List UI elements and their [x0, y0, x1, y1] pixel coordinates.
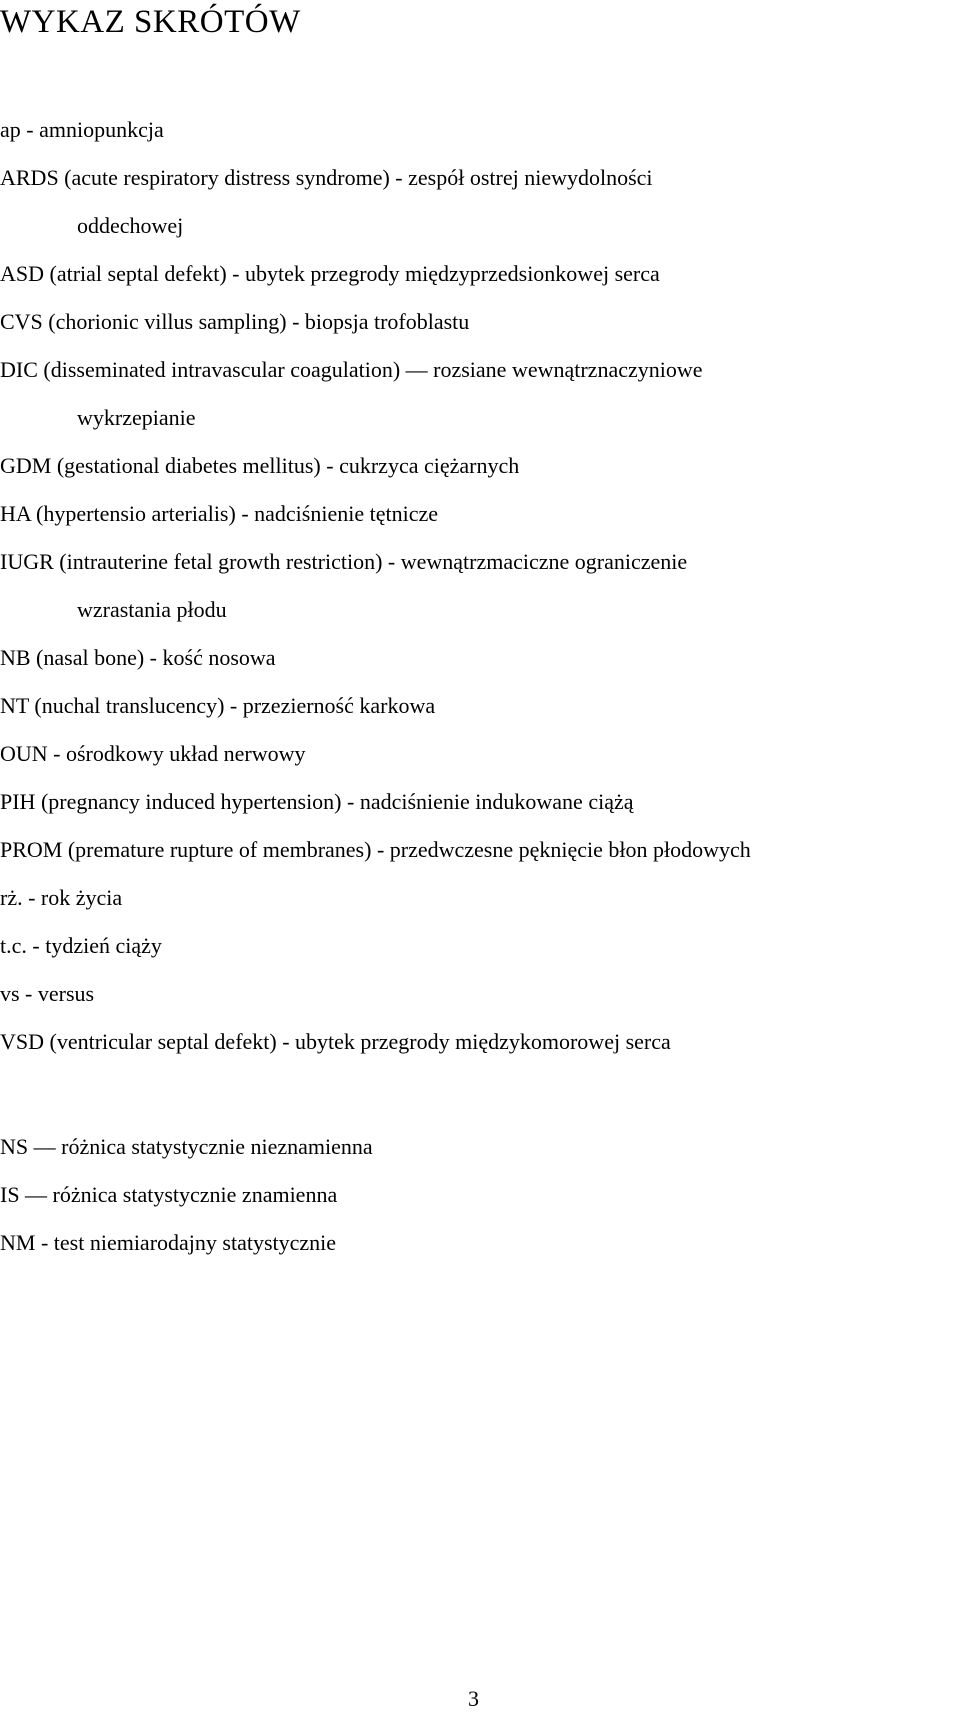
statistics-abbreviation-list: [0, 1123, 373, 1267]
abbreviation-list: [0, 106, 751, 1066]
abbreviation-continuation: oddechowej: [77, 213, 184, 238]
abbreviation-item: ap - amniopunkcja: [0, 117, 164, 142]
abbreviation-item: NB (nasal bone) - kość nosowa: [0, 645, 276, 670]
abbreviation-item: ASD (atrial septal defekt) - ubytek przegrody międzyprzedsionkowej serca: [0, 261, 660, 286]
abbreviation-item: OUN - ośrodkowy układ nerwowy: [0, 741, 306, 766]
abbreviation-item: IUGR (intrauterine fetal growth restriction) - wewnątrzmaciczne ograniczenie: [0, 549, 688, 574]
abbreviation-item: t.c. - tydzień ciąży: [0, 933, 162, 958]
abbreviation-continuation: wykrzepianie: [77, 405, 196, 430]
abbreviation-item: CVS (chorionic villus sampling) - biopsja trofoblastu: [0, 309, 470, 334]
abbreviation-item: DIC (disseminated intravascular coagulation) — rozsiane wewnątrznaczyniowe: [0, 357, 703, 382]
statistics-item: IS — różnica statystycznie znamienna: [0, 1182, 338, 1207]
abbreviation-item: rż. - rok życia: [0, 885, 123, 910]
statistics-item: NS — różnica statystycznie nieznamienna: [0, 1134, 373, 1159]
abbreviation-item: NT (nuchal translucency) - przezierność karkowa: [0, 693, 436, 718]
abbreviation-continuation: wzrastania płodu: [77, 597, 227, 622]
page-title: WYKAZ SKRÓTÓW: [0, 4, 301, 40]
abbreviation-item: vs - versus: [0, 981, 95, 1006]
abbreviation-item: VSD (ventricular septal defekt) - ubytek przegrody międzykomorowej serca: [0, 1029, 671, 1054]
abbreviation-item: PROM (premature rupture of membranes) - przedwczesne pęknięcie błon płodowych: [0, 837, 751, 862]
abbreviation-item: HA (hypertensio arterialis) - nadciśnienie tętnicze: [0, 501, 438, 526]
page-number: 3: [468, 1686, 479, 1711]
abbreviation-item: ARDS (acute respiratory distress syndrome) - zespół ostrej niewydolności: [0, 165, 653, 190]
abbreviation-item: PIH (pregnancy induced hypertension) - nadciśnienie indukowane ciążą: [0, 789, 634, 814]
abbreviation-item: GDM (gestational diabetes mellitus) - cukrzyca ciężarnych: [0, 453, 520, 478]
statistics-item: NM - test niemiarodajny statystycznie: [0, 1230, 337, 1255]
